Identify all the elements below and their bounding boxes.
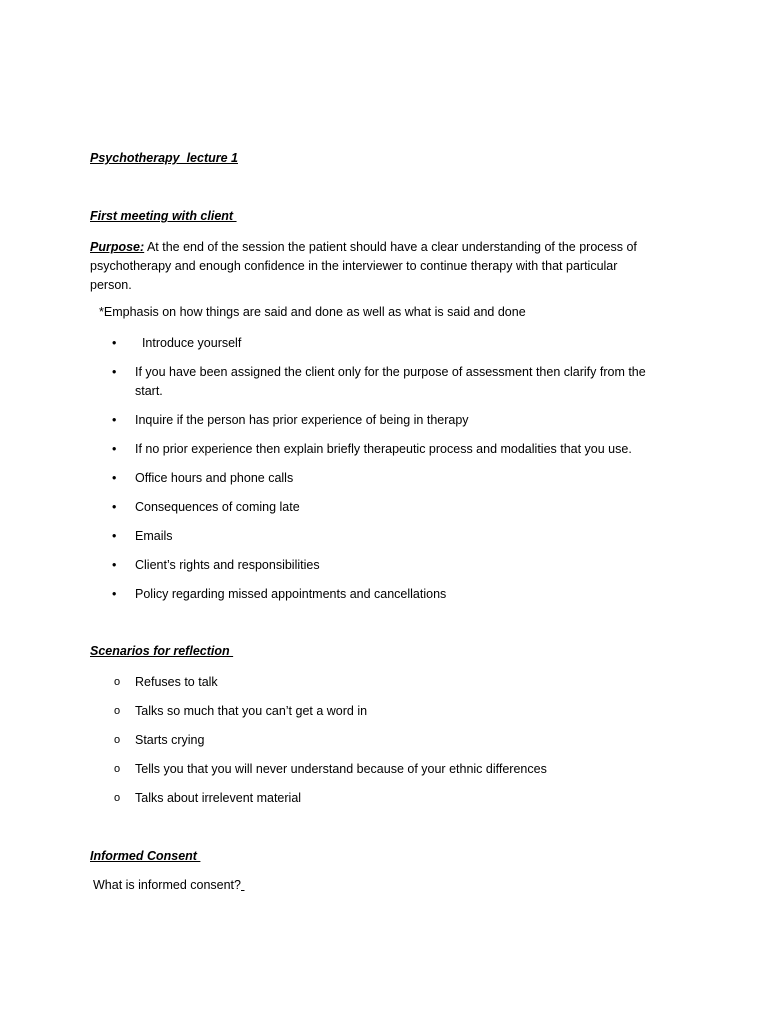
list-item [0, 556, 660, 575]
list-item [0, 731, 660, 750]
list-item-text: If no prior experience then explain briefly therapeutic process and modalities that you use. [135, 442, 632, 456]
bullet-marker: • [112, 442, 117, 456]
circle-marker: o [114, 792, 121, 804]
first-meeting-heading: First meeting with client [90, 209, 237, 223]
consent-question [93, 878, 244, 892]
list-item [0, 469, 660, 488]
informed-consent-heading: Informed Consent [90, 849, 201, 863]
list-item [0, 363, 660, 401]
bullet-marker: • [112, 500, 117, 514]
list-item [0, 702, 660, 721]
list-item [0, 760, 660, 779]
bullet-marker: • [112, 558, 117, 572]
list-item [0, 789, 660, 808]
consent-trailing-underline [241, 878, 244, 892]
list-item-text: Consequences of coming late [135, 500, 300, 514]
document-title: Psychotherapy lecture 1 [90, 151, 238, 165]
emphasis-note: *Emphasis on how things are said and done as well as what is said and done [99, 305, 526, 319]
bullet-marker: • [112, 413, 117, 427]
bullet-marker: • [112, 587, 117, 601]
list-item-text: Starts crying [135, 733, 205, 747]
scenarios-list [0, 673, 768, 818]
list-item [0, 411, 660, 430]
list-item-text: Talks so much that you can’t get a word in [135, 704, 368, 718]
list-item [0, 334, 660, 353]
first-meeting-list [0, 334, 768, 614]
list-item-text: Client’s rights and responsibilities [135, 558, 320, 572]
purpose-text: At the end of the session the patient should have a clear understanding of the process of psychotherapy and enough confidence in the interviewer to continue therapy with that particular person. [90, 240, 637, 292]
circle-marker: o [114, 734, 121, 746]
list-item-text: Introduce yourself [135, 336, 242, 350]
list-item [0, 440, 660, 459]
list-item [0, 527, 660, 546]
list-item-text: Talks about irrelevent material [135, 791, 302, 805]
circle-marker: o [114, 705, 121, 717]
purpose-paragraph [90, 238, 660, 295]
bullet-marker: • [112, 336, 117, 350]
list-item-text: Tells you that you will never understand because of your ethnic differences [135, 762, 547, 776]
scenarios-heading: Scenarios for reflection [90, 644, 234, 658]
list-item-text: If you have been assigned the client only for the purpose of assessment then clarify from the start. [135, 365, 646, 398]
list-item [0, 585, 660, 604]
circle-marker: o [114, 763, 121, 775]
circle-marker: o [114, 676, 121, 688]
list-item-text: Inquire if the person has prior experience of being in therapy [135, 413, 469, 427]
list-item [0, 498, 660, 517]
bullet-marker: • [112, 471, 117, 485]
list-item [0, 673, 660, 692]
list-item-text: Refuses to talk [135, 675, 218, 689]
bullet-marker: • [112, 365, 117, 379]
list-item-text: Policy regarding missed appointments and cancellations [135, 587, 447, 601]
purpose-label: Purpose: [90, 240, 145, 254]
bullet-marker: • [112, 529, 117, 543]
consent-question-text: What is informed consent? [93, 878, 241, 892]
list-item-text: Office hours and phone calls [135, 471, 294, 485]
list-item-text: Emails [135, 529, 173, 543]
